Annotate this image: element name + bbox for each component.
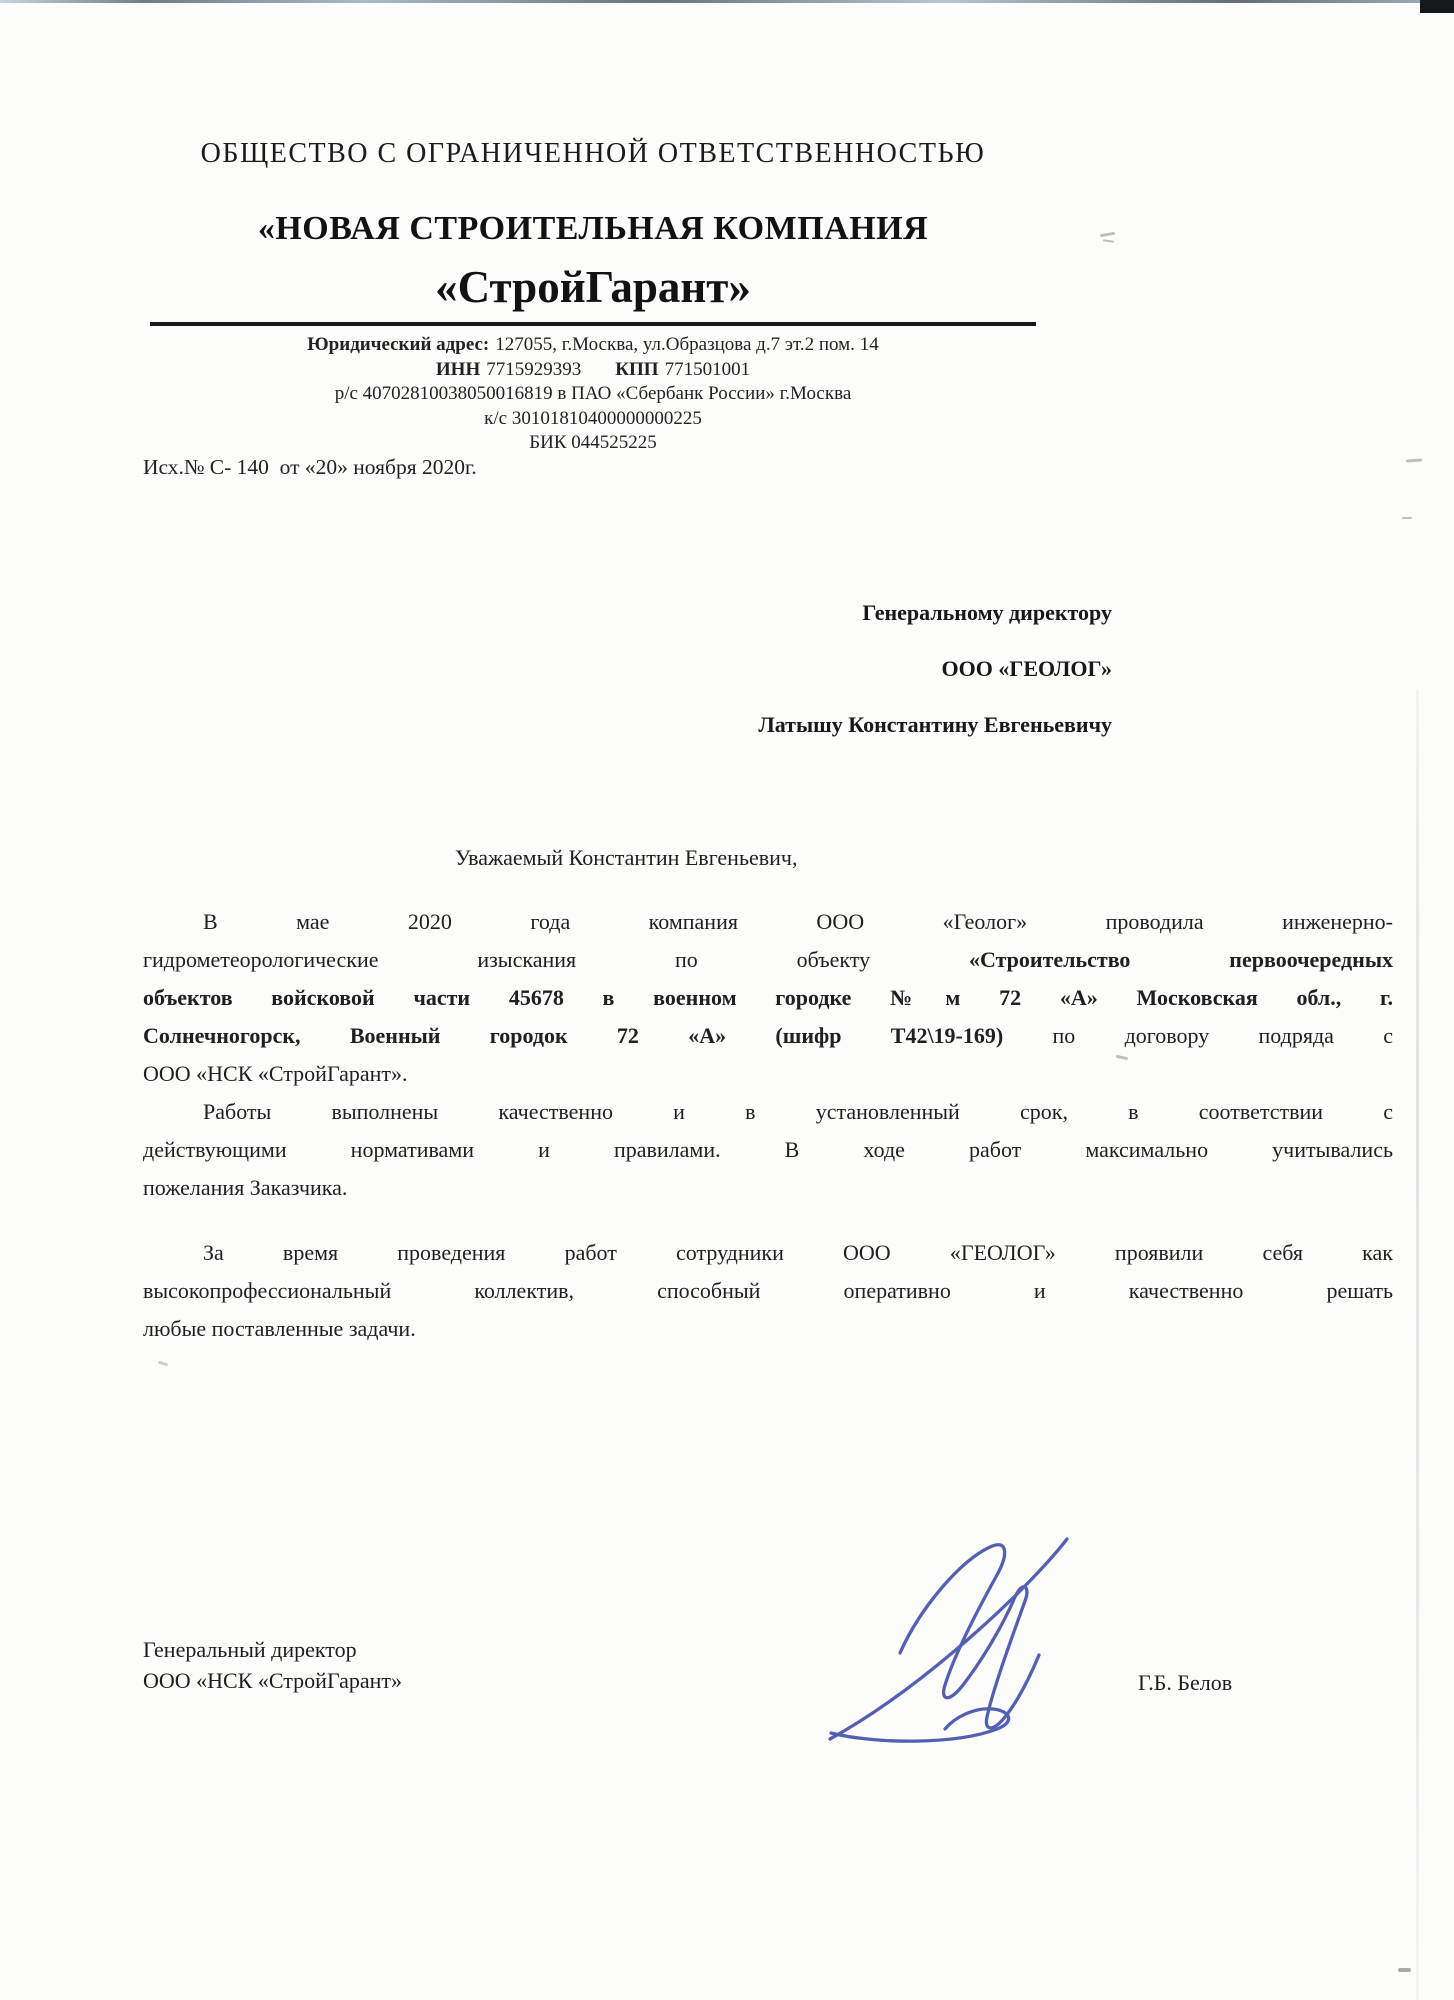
scan-speck	[1103, 239, 1114, 243]
recipient-position: Генеральному директору	[862, 600, 1112, 625]
body-text-segment-bold: Солнечногорск, Военный городок 72 «А» (шифр Т42\19-169)	[143, 1023, 1004, 1048]
legal-address-value: 127055, г.Москва, ул.Образцова д.7 эт.2 пом. 14	[495, 334, 879, 355]
body-line: пожелания Заказчика.	[143, 1175, 348, 1200]
recipient-block	[600, 598, 1112, 766]
body-line: действующими нормативами и правилами. В ходе работ максимально учитывались	[143, 1137, 1393, 1162]
body-line: Работы выполнены качественно и в установленный срок, в соответствии с	[203, 1099, 1393, 1124]
kpp-label: КПП	[615, 358, 659, 380]
body-text-segment-bold: «Строительство первоочередных	[969, 947, 1393, 972]
salutation: Уважаемый Константин Евгеньевич,	[455, 845, 798, 870]
paragraph-1	[143, 903, 1393, 1093]
signer-title-block	[143, 1634, 402, 1696]
body-line	[143, 941, 1393, 979]
body-text-segment: гидрометеорологические изыскания по объекту	[143, 947, 969, 972]
inn-label: ИНН	[435, 358, 481, 380]
legal-address-label: Юридический адрес:	[307, 334, 490, 355]
legal-address-line	[150, 333, 1036, 358]
scan-speck	[1402, 517, 1412, 519]
bik-line: БИК 044525225	[529, 432, 657, 453]
org-name-line2: «СтройГарант»	[435, 262, 751, 312]
settlement-account-line: р/с 40702810038050016819 в ПАО «Сбербанк России» г.Москва	[334, 383, 852, 404]
letterhead-details	[150, 333, 1036, 456]
signer-company: ООО «НСК «СтройГарант»	[143, 1668, 403, 1693]
correspondent-account-line: к/с 30101810400000000225	[484, 407, 702, 429]
kpp-value: 771501001	[664, 358, 751, 380]
paper-crease-artifact	[1416, 690, 1419, 2000]
scan-speck	[1100, 232, 1115, 238]
scan-speck	[158, 1361, 168, 1367]
body-line: объектов войсковой части 45678 в военном городке №м 72 «А» Московская обл., г.	[143, 985, 1393, 1010]
scan-edge-artifact	[0, 0, 1454, 3]
body-text-segment: по договору подряда с	[1003, 1023, 1393, 1048]
signature-stroke	[831, 1709, 1009, 1741]
org-name-line1: «НОВАЯ СТРОИТЕЛЬНАЯ КОМПАНИЯ	[257, 210, 929, 247]
body-line: любые поставленные задачи.	[143, 1316, 416, 1341]
scan-speck	[1398, 1968, 1411, 1972]
signer-position: Генеральный директор	[143, 1637, 357, 1662]
body-line: ООО «НСК «СтройГарант».	[143, 1061, 408, 1086]
letterhead-rule	[150, 322, 1036, 326]
signer-name: Г.Б. Белов	[1138, 1670, 1233, 1695]
recipient-name: Латышу Константину Евгеньевичу	[758, 712, 1112, 737]
body-line: высокопрофессиональный коллектив, способный оперативно и качественно решать	[143, 1278, 1393, 1303]
recipient-company: ООО «ГЕОЛОГ»	[941, 656, 1112, 681]
signature-stroke	[830, 1539, 1067, 1739]
body-line: За время проведения работ сотрудники ООО «ГЕОЛОГ» проявили себя как	[203, 1240, 1393, 1265]
scan-corner-artifact	[1420, 0, 1454, 13]
letter-body	[143, 903, 1393, 1348]
paragraph-3	[143, 1234, 1393, 1348]
body-line	[143, 1017, 1393, 1055]
inn-value: 7715929393	[486, 358, 582, 380]
org-type-line: ОБЩЕСТВО С ОГРАНИЧЕННОЙ ОТВЕТСТВЕННОСТЬЮ	[200, 138, 986, 169]
signature-handwritten	[735, 1533, 1115, 1748]
scan-speck	[1406, 458, 1422, 462]
paragraph-2	[143, 1093, 1393, 1207]
inn-kpp-line	[150, 358, 1036, 383]
outgoing-number: Исх.№ С- 140 от «20» ноября 2020г.	[143, 455, 477, 479]
body-line: В мае 2020 года компания ООО «Геолог» проводила инженерно-	[203, 909, 1393, 934]
